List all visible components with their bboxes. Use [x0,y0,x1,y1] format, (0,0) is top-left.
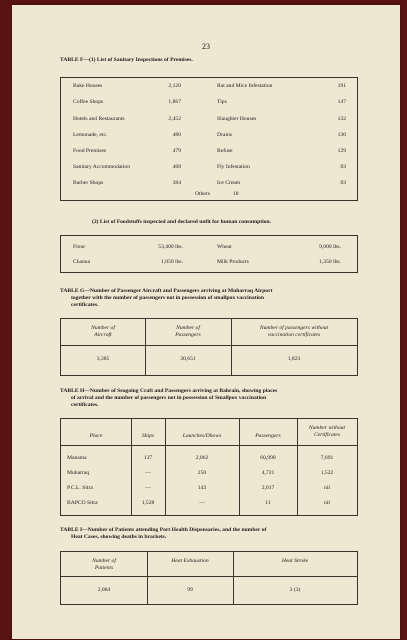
table-i-caption-line: TABLE I—Number of Patients attending Port Health Dispensaries, and the number of [60,527,267,533]
table-h-caption-line: certificates. [71,402,99,408]
table-f-left-value: 468 [172,164,181,170]
table-f-left-label: Barber Shops [73,180,104,186]
table-f-left-value: 2,452 [168,116,181,122]
table-g-caption-line: TABLE G—Number of Passenger Aircraft and Passengers arriving at Muharraq Airport [60,288,273,294]
table-i-header: Patients [94,565,114,571]
table-f-right-label: Drains [217,132,232,138]
table-h-cell: 60,990 [260,455,276,461]
table-f-others-label: Others [195,191,210,197]
table-f-right-label: Tips [217,99,227,105]
table-f-left-label: Hotels and Restaurants [73,116,125,122]
table-i-header: Number of [92,558,116,564]
table-g-caption-line: certificates. [71,302,99,308]
table-i-caption-line: Heat Cases, showing deaths in brackets. [71,534,167,540]
table-h-header: Ships [141,433,155,439]
table-h-cell: 4,721 [261,470,275,476]
document-page [12,5,400,639]
table-h-caption-line: TABLE H—Number of Seagoing Craft and Passengers arriving at Bahrain, showing places [60,388,278,394]
table-f-left-value: 384 [172,180,181,186]
table-h-caption-line: of arrival and the number of passengers not in possession of Smallpox vaccination [71,395,267,401]
table-f-food-box [60,235,358,273]
table-i-cell: 99 [187,587,193,593]
table-f-right-value: 83 [340,180,346,186]
table-f-left-value: 479 [172,148,181,154]
food-label: Flour [73,244,86,250]
table-g-header: vaccination certificates [267,332,321,338]
table-f-right-value: 191 [337,83,346,89]
table-h-cell: 143 [197,485,207,491]
table-g-cell: 30,651 [180,356,196,362]
table-h-header: Place [89,433,103,439]
table-h-cell: 137 [143,455,153,461]
table-f-left-label: Food Premises [73,148,107,154]
table-h-header: Launches/Dhows [182,433,222,439]
table-f-right-label: Slaughter Houses [217,116,257,122]
table-f-right-value: 129 [337,148,346,154]
header-divider [61,445,357,446]
table-g-header: Number of passengers without [259,325,329,331]
table-h-cell: 250 [197,470,207,476]
table-g-cell: 3,385 [96,356,110,362]
table-f-caption: TABLE F—(1) List of Sanitary Inspections of Premises. [60,57,193,63]
page-number: 23 [202,42,210,51]
food-label: Milk Products [217,259,249,265]
table-i-caption [60,527,358,541]
table-h-header: Number without [308,425,346,431]
table-f-left-value: 2,120 [168,83,181,89]
table-f-others-value: 18 [233,191,239,197]
table-h-place: BAPCO Sitra [67,500,98,506]
table-h-header: Passengers [255,433,281,439]
table-g-header: Number of [176,325,200,331]
table-h-cell: — [145,470,151,476]
header-divider [61,345,357,346]
table-i-header: Heat Stroke [281,558,309,564]
table-f-left-value: 1,867 [168,99,181,105]
table-f-sub-caption: (2) List of Foodstuffs inspected and declared unfit for human consumption. [92,219,271,225]
table-h-cell: 11 [265,500,271,506]
table-f-right-value: 147 [337,99,346,105]
table-f-right-label: Refuse [217,148,233,154]
table-h-cell: 1,528 [141,500,155,506]
table-f-right-label: Rat and Mice Infestation [217,83,273,89]
table-h-cell: nil [324,500,330,506]
table-f-right-label: Fly Infestation [217,164,250,170]
table-f-left-label: Coffee Shops [73,99,104,105]
table-g-caption-line: together with the number of passengers not in possession of smallpox vaccination [71,295,264,301]
table-g-header: Passengers [175,332,201,338]
table-g-header: Aircraft [94,332,112,338]
food-label: Channa [73,259,91,265]
food-label: Wheat [217,244,232,250]
header-divider [61,576,357,577]
table-g-caption [60,288,358,309]
table-h-place: Muharraq [67,470,90,476]
table-h-cell: — [145,485,151,491]
table-h-header: Certificates [313,432,341,438]
table-i-cell: 3 (3) [289,587,301,593]
table-h-cell: 2,062 [195,455,209,461]
table-f-left-label: Lemonade, etc. [73,132,108,138]
table-g-header: Number of [91,325,115,331]
table-g-cell: 1,823 [287,356,301,362]
table-f-left-value: 480 [172,132,181,138]
table-h-cell: 1,522 [320,470,334,476]
table-h-cell: 2,017 [261,485,275,491]
food-value: 1,350 lbs. [319,259,341,265]
table-f-right-label: Ice Cream [217,180,241,186]
table-f-right-value: 132 [337,116,346,122]
table-h [60,418,358,516]
table-h-cell: 7,691 [320,455,334,461]
table-i-header: Heat Exhaustion [171,558,209,564]
table-f-box [60,77,358,201]
table-f-right-value: 83 [340,164,346,170]
food-value: 1,050 lbs. [161,259,183,265]
table-h-caption [60,388,358,409]
table-i [60,551,358,605]
table-h-place: Manama [67,455,87,461]
food-value: 9,000 lbs. [319,244,341,250]
table-h-cell: — [199,500,205,506]
table-f-left-label: Bake Houses [73,83,103,89]
table-i-cell: 2,084 [97,587,111,593]
table-f-right-value: 130 [337,132,346,138]
table-f-left-label: Sanitary Accommodation [73,164,131,170]
food-value: 53,400 lbs. [158,244,183,250]
table-g [60,318,358,376]
table-h-cell: nil [324,485,330,491]
table-h-place: P.C.L. Sitra [67,485,93,491]
